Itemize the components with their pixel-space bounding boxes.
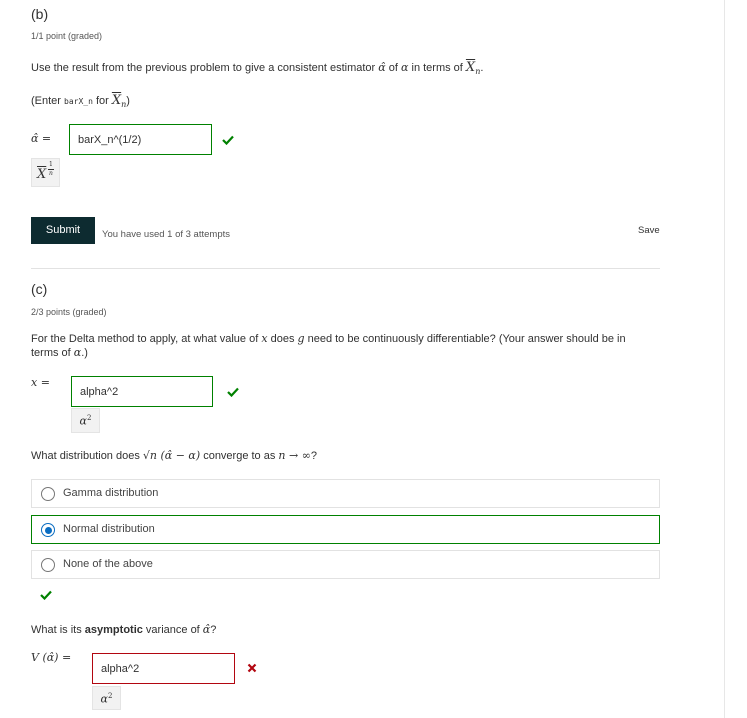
question-text: variance of bbox=[142, 624, 203, 636]
question-bold: asymptotic bbox=[84, 624, 143, 636]
q3-answer-input[interactable]: alpha^2 bbox=[92, 653, 235, 684]
q1-input-label: x = bbox=[31, 376, 50, 389]
q1-math-preview bbox=[71, 408, 100, 433]
part-b-hint bbox=[31, 94, 130, 112]
hint-text: ) bbox=[126, 95, 130, 107]
part-b-input-label: α̂ = bbox=[31, 132, 52, 145]
question-text: For the Delta method to apply, at what value of bbox=[31, 333, 262, 345]
q3-input-label: V (α̂) = bbox=[31, 651, 72, 664]
hint-text: for bbox=[92, 95, 112, 107]
prompt-xbar: $\overline{X}$ bbox=[465, 60, 476, 75]
prompt-xbar-sub: n bbox=[475, 67, 481, 77]
radio-button[interactable] bbox=[41, 558, 55, 572]
check-icon bbox=[40, 590, 52, 600]
question-text: .) bbox=[81, 347, 88, 359]
part-b-points: 1/1 point (graded) bbox=[31, 31, 103, 41]
question-alpha-hat: α̂ bbox=[202, 623, 211, 636]
question-text: ? bbox=[210, 624, 217, 636]
part-c-title: (c) bbox=[31, 281, 48, 297]
choice-label: None of the above bbox=[63, 558, 153, 570]
attempts-text: You have used 1 of 3 attempts bbox=[102, 229, 230, 240]
radio-button[interactable] bbox=[41, 487, 55, 501]
save-button[interactable]: Save bbox=[638, 225, 660, 236]
hint-xbar-sub: n bbox=[121, 100, 127, 110]
question-g: g bbox=[297, 332, 305, 345]
question-text: ? bbox=[310, 450, 318, 462]
cross-icon bbox=[247, 663, 257, 673]
q3-math-preview bbox=[92, 686, 121, 710]
preview-xbar: $\overline{X}$ bbox=[37, 167, 47, 182]
question-limit: n → ∞ bbox=[278, 449, 311, 462]
preview-sup: 2 bbox=[107, 692, 113, 700]
preview-alpha: α bbox=[100, 692, 108, 706]
radio-button-selected[interactable] bbox=[41, 523, 55, 537]
part-b-prompt bbox=[31, 61, 483, 79]
q1-answer-input[interactable]: alpha^2 bbox=[71, 376, 213, 407]
choice-label: Normal distribution bbox=[63, 523, 155, 535]
part-b-title: (b) bbox=[31, 6, 49, 22]
prompt-text: of bbox=[385, 62, 402, 74]
part-c-question-2 bbox=[31, 449, 317, 463]
page-right-border bbox=[724, 0, 725, 718]
part-c-question-3 bbox=[31, 623, 216, 637]
hint-code: barX_n bbox=[64, 97, 93, 106]
preview-exponent-num: 1 bbox=[49, 161, 53, 168]
hint-xbar: $\overline{X}$ bbox=[111, 93, 122, 108]
preview-alpha: α bbox=[79, 414, 87, 428]
preview-sup: 2 bbox=[86, 414, 92, 422]
question-alpha: α bbox=[73, 346, 82, 359]
part-b-answer-input[interactable]: barX_n^(1/2) bbox=[69, 124, 212, 155]
question-sqrt-expr: √n (α̂ − α) bbox=[142, 449, 201, 462]
question-text: need to be continuously differentiable? (Your answer should be in bbox=[304, 333, 626, 345]
preview-exponent-den: n bbox=[49, 170, 53, 177]
question-text: converge to as bbox=[200, 450, 279, 462]
submit-button[interactable]: Submit bbox=[31, 217, 95, 244]
part-c-points: 2/3 points (graded) bbox=[31, 307, 107, 317]
question-line bbox=[31, 332, 661, 346]
prompt-text: Use the result from the previous problem to give a consistent estimator bbox=[31, 62, 379, 74]
question-text: terms of bbox=[31, 347, 74, 359]
prompt-text: . bbox=[480, 62, 484, 74]
prompt-alpha-hat: α̂ bbox=[378, 61, 386, 74]
choice-label: Gamma distribution bbox=[63, 487, 159, 499]
question-x: x bbox=[261, 332, 268, 345]
choice-none[interactable] bbox=[31, 550, 660, 579]
hint-text: (Enter bbox=[31, 95, 65, 107]
question-line bbox=[31, 346, 661, 360]
part-c-question-1 bbox=[31, 332, 661, 360]
question-text: does bbox=[267, 333, 298, 345]
check-icon bbox=[222, 135, 234, 145]
prompt-text: in terms of bbox=[408, 62, 466, 74]
section-divider bbox=[31, 268, 660, 269]
check-icon bbox=[227, 387, 239, 397]
choice-normal[interactable] bbox=[31, 515, 660, 544]
part-b-math-preview bbox=[31, 158, 60, 187]
choice-gamma[interactable] bbox=[31, 479, 660, 508]
question-text: What distribution does bbox=[31, 450, 143, 462]
question-text: What is its bbox=[31, 624, 85, 636]
prompt-alpha: α bbox=[401, 61, 409, 74]
